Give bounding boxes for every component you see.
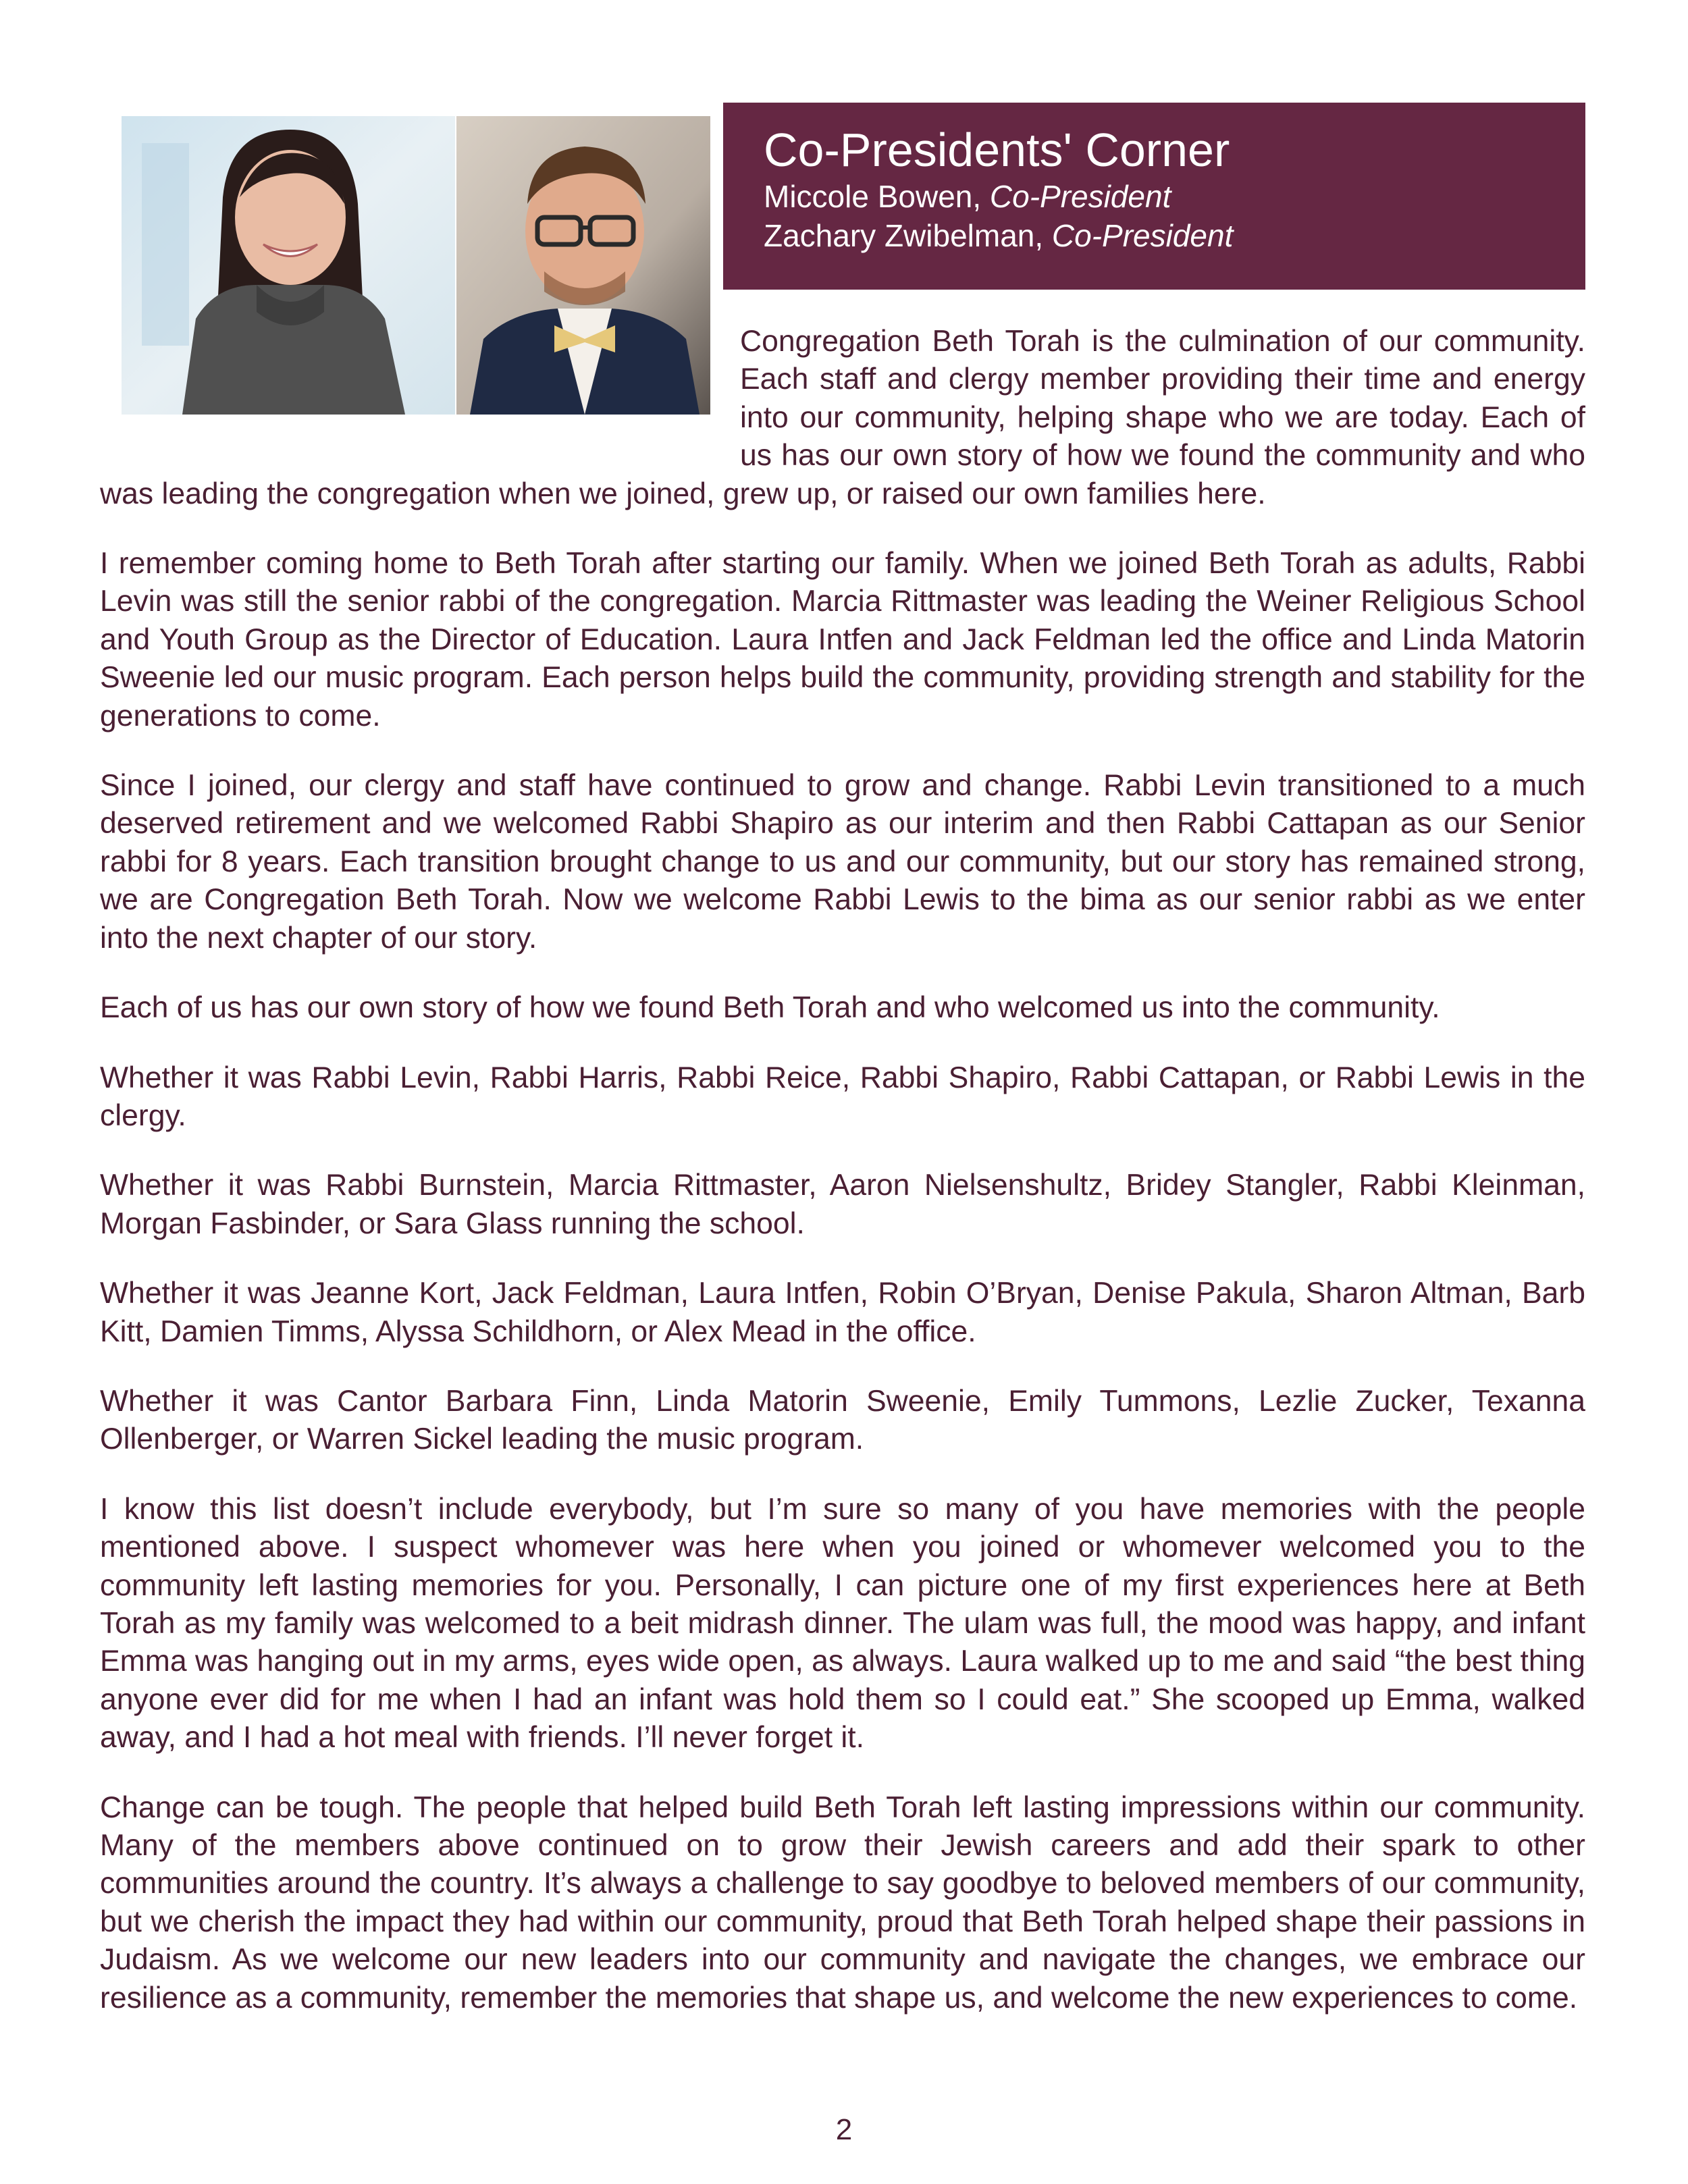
paragraph: Since I joined, our clergy and staff have continued to grow and change. Rabbi Levin transitioned to a much deserved retirement and we welcomed Rabbi Shapiro as our interim and then Rabbi Cattapan as our Senior rabbi for 8 years. Each transition brought change to us and our community, but our story has remained strong, we are Congregation Beth Torah. Now we welcome Rabbi Lewis to the bima as our senior rabbi as we enter into the next chapter of our story. [100,769,1585,955]
paragraph: Change can be tough. The people that helped build Beth Torah left lasting impressions within our community. Many of the members above continued on to grow their Jewish careers and add their spark to other communities around the country. It’s always a challenge to say goodbye to beloved members of our community, but we cherish the impact they had within our community, proud that Beth Torah helped shape their passions in Judaism. As we welcome our new leaders into our community and navigate the changes, we embrace our resilience as a community, remember the memories that shape us, and welcome the new experiences to come. [100,1790,1585,2015]
president-name: Zachary Zwibelman [764,218,1035,253]
paragraph: Whether it was Rabbi Burnstein, Marcia Rittmaster, Aaron Nielsenshultz, Bridey Stangler, Rabbi Kleinman, Morgan Fasbinder, or Sara Glass running the school. [100,1169,1585,1240]
co-presidents-banner [723,103,1585,290]
paragraph: Congregation Beth Torah is the culmination of our community. Each staff and clergy member providing their time and energy into our community, helping shape who we are today. Each of us has our own story of how we found the community and who was leading the congregation when we joined, grew up, or raised our own families here. [100,325,1585,510]
paragraph: Whether it was Cantor Barbara Finn, Linda Matorin Sweenie, Emily Tummons, Lezlie Zucker, Texanna Ollenberger, or Warren Sickel leading the music program. [100,1384,1585,1456]
page-number: 2 [835,2113,853,2146]
paragraph: Whether it was Rabbi Levin, Rabbi Harris, Rabbi Reice, Rabbi Shapiro, Rabbi Cattapan, or Rabbi Lewis in the clergy. [100,1061,1585,1132]
paragraph: Each of us has our own story of how we found Beth Torah and who welcomed us into the community. [100,991,1440,1025]
paragraph: I know this list doesn’t include everybody, but I’m sure so many of you have memories with the people mentioned above. I suspect whomever was here when you joined or whomever welcomed you to the community left lasting memories for you. Personally, I can picture one of my first experiences here at Beth Torah as my family was welcomed to a beit midrash dinner. The ulam was full, the mood was happy, and infant Emma was hanging out in my arms, eyes wide open, as always. Laura walked up to me and said “the best thing anyone ever did for me when I had an infant was hold them so I could eat.” She scooped up Emma, walked away, and I had a hot meal with friends. I’ll never forget it. [100,1492,1585,1755]
president-role: Co-President [1051,218,1234,253]
paragraph: I remember coming home to Beth Torah after starting our family. When we joined Beth Torah as adults, Rabbi Levin was still the senior rabbi of the congregation. Marcia Rittmaster was leading the Weiner Religious School and Youth Group as the Director of Education. Laura Intfen and Jack Feldman led the office and Linda Matorin Sweenie led our music program. Each person helps build the community, providing strength and stability for the generations to come. [100,547,1585,733]
president-line-2: Zachary Zwibelman, Co-President [764,218,1234,253]
president-line-1: Miccole Bowen, Co-President [764,179,1171,214]
president-name: Miccole Bowen [764,179,973,214]
paragraph: Whether it was Jeanne Kort, Jack Feldman, Laura Intfen, Robin O’Bryan, Denise Pakula, Sharon Altman, Barb Kitt, Damien Timms, Alyssa Schildhorn, or Alex Mead in the office. [100,1277,1585,1348]
page-title: Co-Presidents' Corner [764,124,1230,176]
article-body [100,323,1585,2049]
president-role: Co-President [989,179,1171,214]
photo-spacer [100,323,740,437]
